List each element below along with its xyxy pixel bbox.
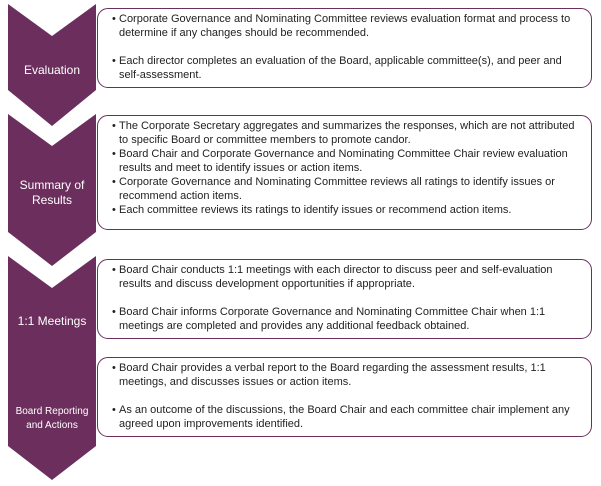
bullet-item: • Corporate Governance and Nominating Committee reviews all ratings to identify issues or recommend action items. bbox=[112, 175, 583, 203]
bullet-item: • Board Chair provides a verbal report to the Board regarding the assessment results, 1:1 meetings, and discusses issues or action items. bbox=[112, 361, 583, 389]
bullet-item: • The Corporate Secretary aggregates and summarizes the responses, which are not attributed to specific Board or committee members to promote candor. bbox=[112, 119, 583, 147]
step-box-summary-of-results bbox=[97, 115, 592, 230]
bullet-item: • Each director completes an evaluation of the Board, applicable committee(s), and peer and self-assessment. bbox=[112, 54, 583, 82]
bullet-item: • Each committee reviews its ratings to identify issues or recommend action items. bbox=[112, 203, 583, 217]
step-box-one-on-one-meetings bbox=[97, 259, 592, 339]
bullet-item: • Board Chair conducts 1:1 meetings with each director to discuss peer and self-evaluation results and discuss development opportunities if appropriate. bbox=[112, 263, 583, 291]
step-label-one-on-one-meetings: 1:1 Meetings bbox=[17, 314, 87, 328]
step-box-evaluation bbox=[97, 8, 592, 88]
step-label-evaluation: Evaluation bbox=[23, 63, 81, 77]
bullet-item: • Board Chair informs Corporate Governance and Nominating Committee Chair when 1:1 meetings are completed and provides any additional feedback obtained. bbox=[112, 305, 583, 333]
bullet-item: • Board Chair and Corporate Governance and Nominating Committee Chair review evaluation results and meet to identify issues or action items. bbox=[112, 147, 583, 175]
step-label-board-reporting: Board Reporting and Actions bbox=[15, 406, 89, 431]
bullet-item: • As an outcome of the discussions, the Board Chair and each committee chair implement any agreed upon improvements identified. bbox=[112, 403, 583, 431]
step-label-summary-of-results: Summary of Results bbox=[19, 178, 85, 207]
bullet-item: • Corporate Governance and Nominating Committee reviews evaluation format and process to determine if any changes should be recommended. bbox=[112, 12, 583, 40]
step-box-board-reporting bbox=[97, 357, 592, 437]
